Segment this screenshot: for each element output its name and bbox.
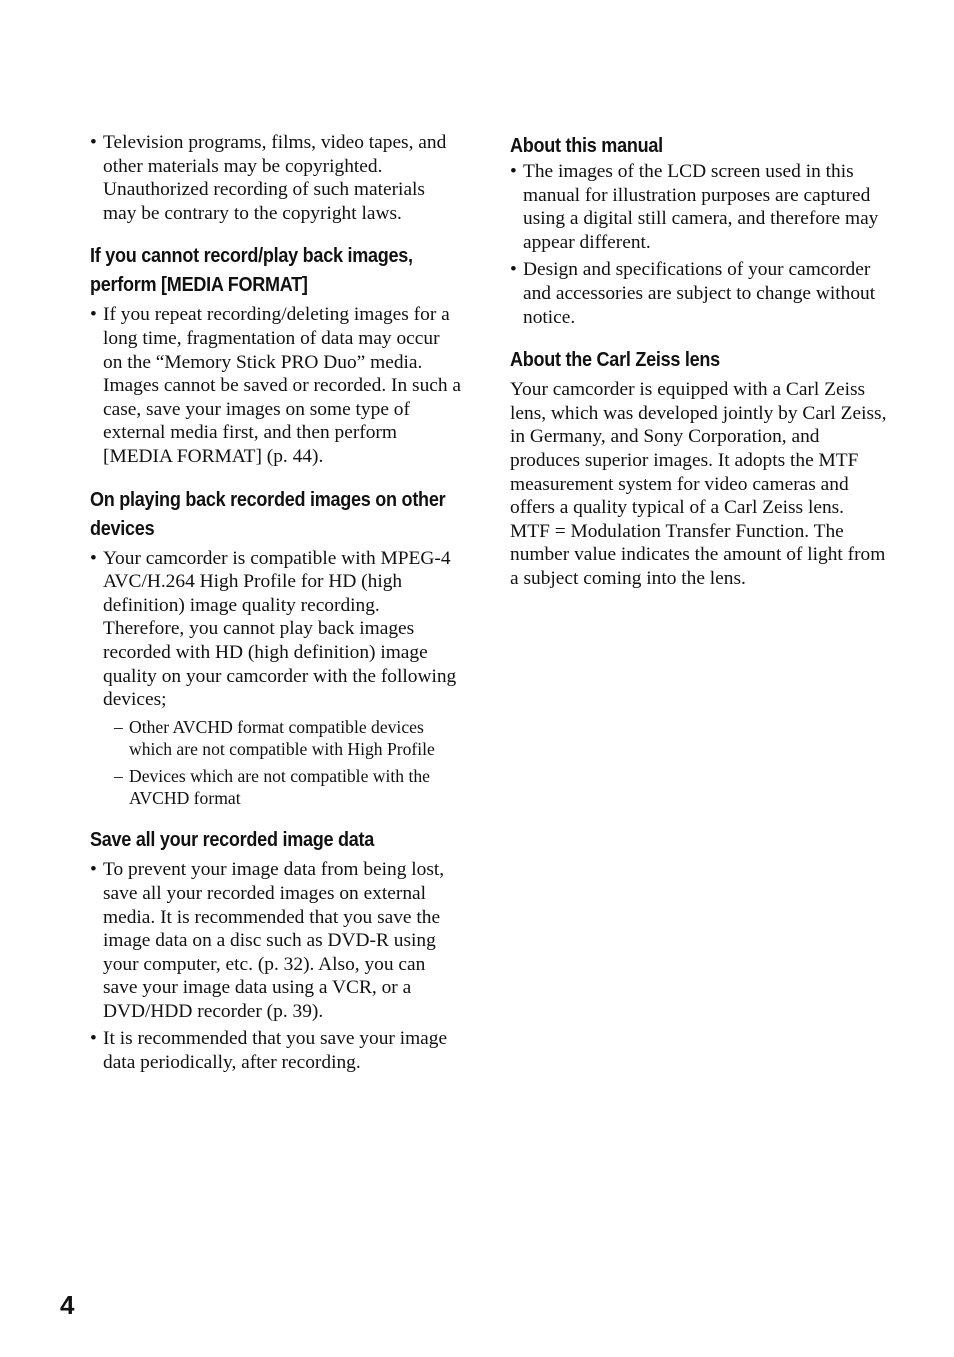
save-data-section — [90, 825, 462, 1074]
intro-list — [90, 131, 462, 225]
section-heading: If you cannot record/play back images, perform [MEDIA FORMAT] — [90, 244, 413, 297]
save-data-list — [90, 858, 462, 1074]
paragraph: Your camcorder is equipped with a Carl Zeiss lens, which was developed jointly by Carl Zeiss, in Germany, and Sony Corporation, and produces superior images. It adopts the MTF measurement system for video cameras and offers a quality typical of a Carl Zeiss lens. — [510, 379, 887, 519]
list-item-text: Your camcorder is compatible with MPEG-4 AVC/H.264 High Profile for HD (high definition) image quality recording. Therefore, you cannot play back images recorded with HD (high definition) image quality on your camcorder with the following devices; — [103, 547, 457, 711]
sub-list-item: – Other AVCHD format compatible devices which are not compatible with High Profile — [103, 716, 462, 761]
carl-zeiss-section — [510, 345, 888, 590]
section-heading: Save all your recorded image data — [90, 828, 375, 852]
other-devices-list — [90, 547, 462, 810]
media-format-section — [90, 241, 462, 468]
section-heading: About the Carl Zeiss lens — [510, 348, 720, 372]
media-format-list — [90, 303, 462, 468]
list-item: • To prevent your image data from being lost, save all your recorded images on external media. It is recommended that you save the image data on a disc such as DVD-R using your computer, etc. (p. 32). Also, you can save your image data using a VCR, or a DVD/HDD recorder (p. 39). — [90, 858, 462, 1023]
section-heading: About this manual — [510, 134, 663, 157]
about-manual-list — [510, 160, 888, 329]
list-item: • Television programs, films, video tapes, and other materials may be copyrighted. Unauthorized recording of such materials may be contrary to the copyright laws. — [90, 131, 462, 225]
list-item: • Design and specifications of your camcorder and accessories are subject to change without notice. — [510, 258, 888, 329]
left-column — [90, 131, 462, 1079]
page-number: 4 — [60, 1290, 75, 1320]
list-item: • The images of the LCD screen used in this manual for illustration purposes are captured using a digital still camera, and therefore may appear different. — [510, 160, 888, 254]
other-devices-section — [90, 485, 462, 810]
about-manual-section — [510, 131, 888, 329]
list-item: • If you repeat recording/deleting images for a long time, fragmentation of data may occur on the “Memory Stick PRO Duo” media. Images cannot be saved or recorded. In such a case, save your images on some type of external media first, and then perform [MEDIA FORMAT] (p. 44). — [90, 303, 462, 468]
right-column — [510, 131, 888, 591]
section-heading: On playing back recorded images on other devices — [90, 487, 446, 540]
sub-list — [103, 716, 462, 810]
paragraph: MTF = Modulation Transfer Function. The number value indicates the amount of light from a subject coming into the lens. — [510, 520, 886, 589]
list-item: • It is recommended that you save your image data periodically, after recording. — [90, 1027, 462, 1074]
list-item — [90, 547, 462, 810]
sub-list-item: – Devices which are not compatible with the AVCHD format — [103, 765, 462, 810]
